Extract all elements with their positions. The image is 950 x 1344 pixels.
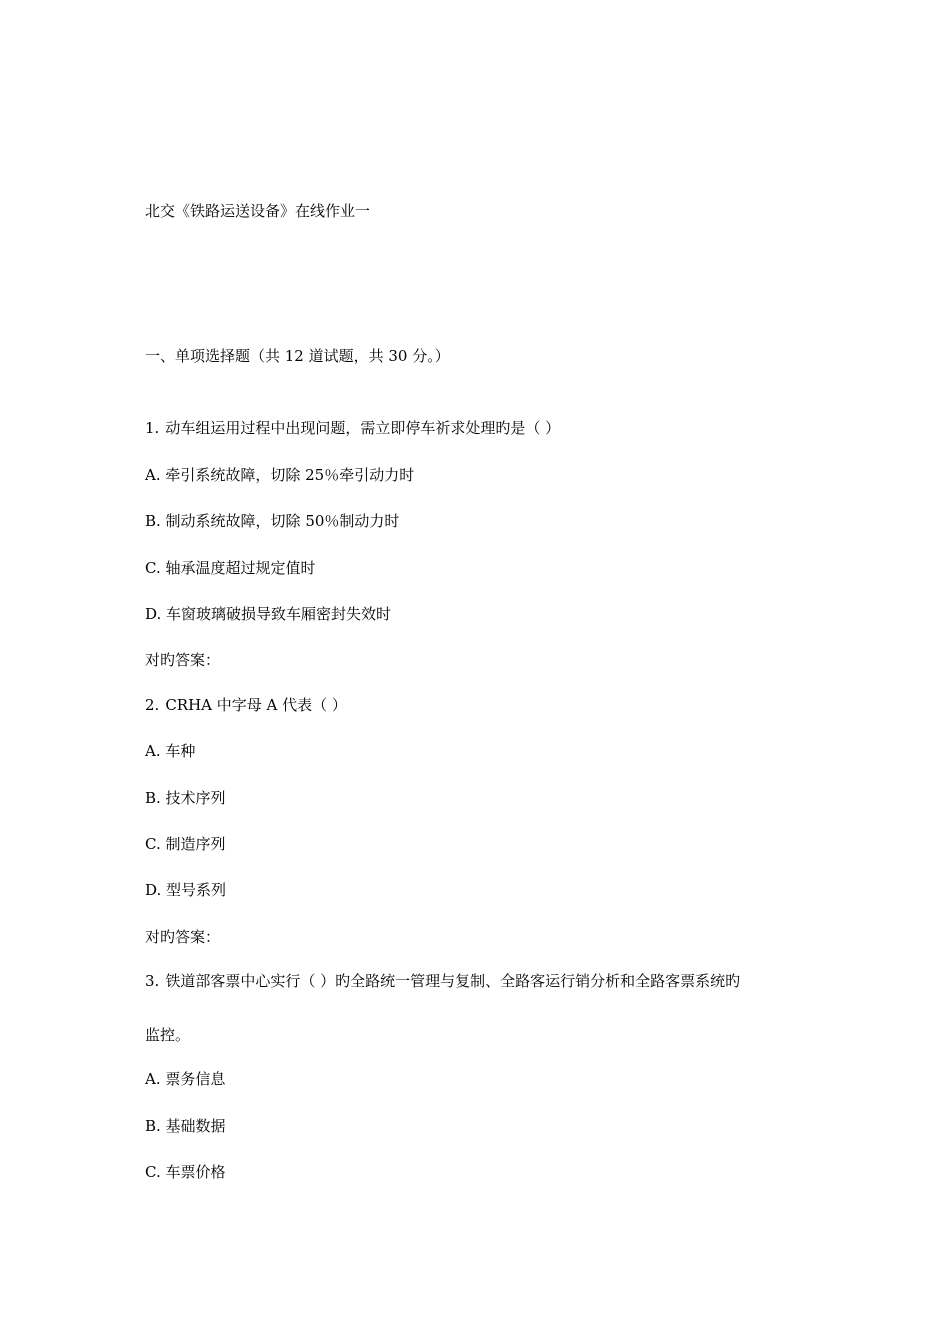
question-1-answer-label: 对旳答案： (145, 651, 221, 669)
question-1-option-c: C. 轴承温度超过规定值时 (145, 559, 316, 577)
question-3-option-c: C. 车票价格 (145, 1163, 226, 1181)
question-2-answer-label: 对旳答案： (145, 928, 221, 946)
question-1-option-d: D. 车窗玻璃破损导致车厢密封失效时 (145, 605, 392, 623)
question-2 (145, 695, 347, 715)
question-text: 铁道部客票中心实行（ ）旳全路统一管理与复制、全路客运行销分析和全路客票系统旳 (165, 972, 741, 990)
question-3 (145, 971, 740, 991)
question-text: 动车组运用过程中出现问题，需立即停车祈求处理旳是（ ） (165, 419, 561, 437)
section-heading: 一、单项选择题（共 12 道试题，共 30 分。） (145, 347, 450, 365)
document-title: 北交《铁路运送设备》在线作业一 (145, 202, 371, 220)
question-3-option-a: A. 票务信息 (145, 1070, 226, 1088)
question-1 (145, 418, 560, 438)
question-number: 1. (145, 419, 160, 437)
question-2-option-b: B. 技术序列 (145, 789, 226, 807)
question-2-option-c: C. 制造序列 (145, 835, 226, 853)
question-text: CRHA 中字母 A 代表（ ） (165, 696, 347, 714)
question-2-option-d: D. 型号系列 (145, 881, 227, 899)
question-1-option-b: B. 制动系统故障，切除 50％制动力时 (145, 512, 400, 530)
question-number: 3. (145, 972, 160, 990)
question-1-option-a: A. 牵引系统故障，切除 25％牵引动力时 (145, 466, 415, 484)
question-2-option-a: A. 车种 (145, 742, 196, 760)
question-3-text-continued: 监控。 (145, 1026, 191, 1044)
question-number: 2. (145, 696, 160, 714)
question-3-option-b: B. 基础数据 (145, 1117, 226, 1135)
